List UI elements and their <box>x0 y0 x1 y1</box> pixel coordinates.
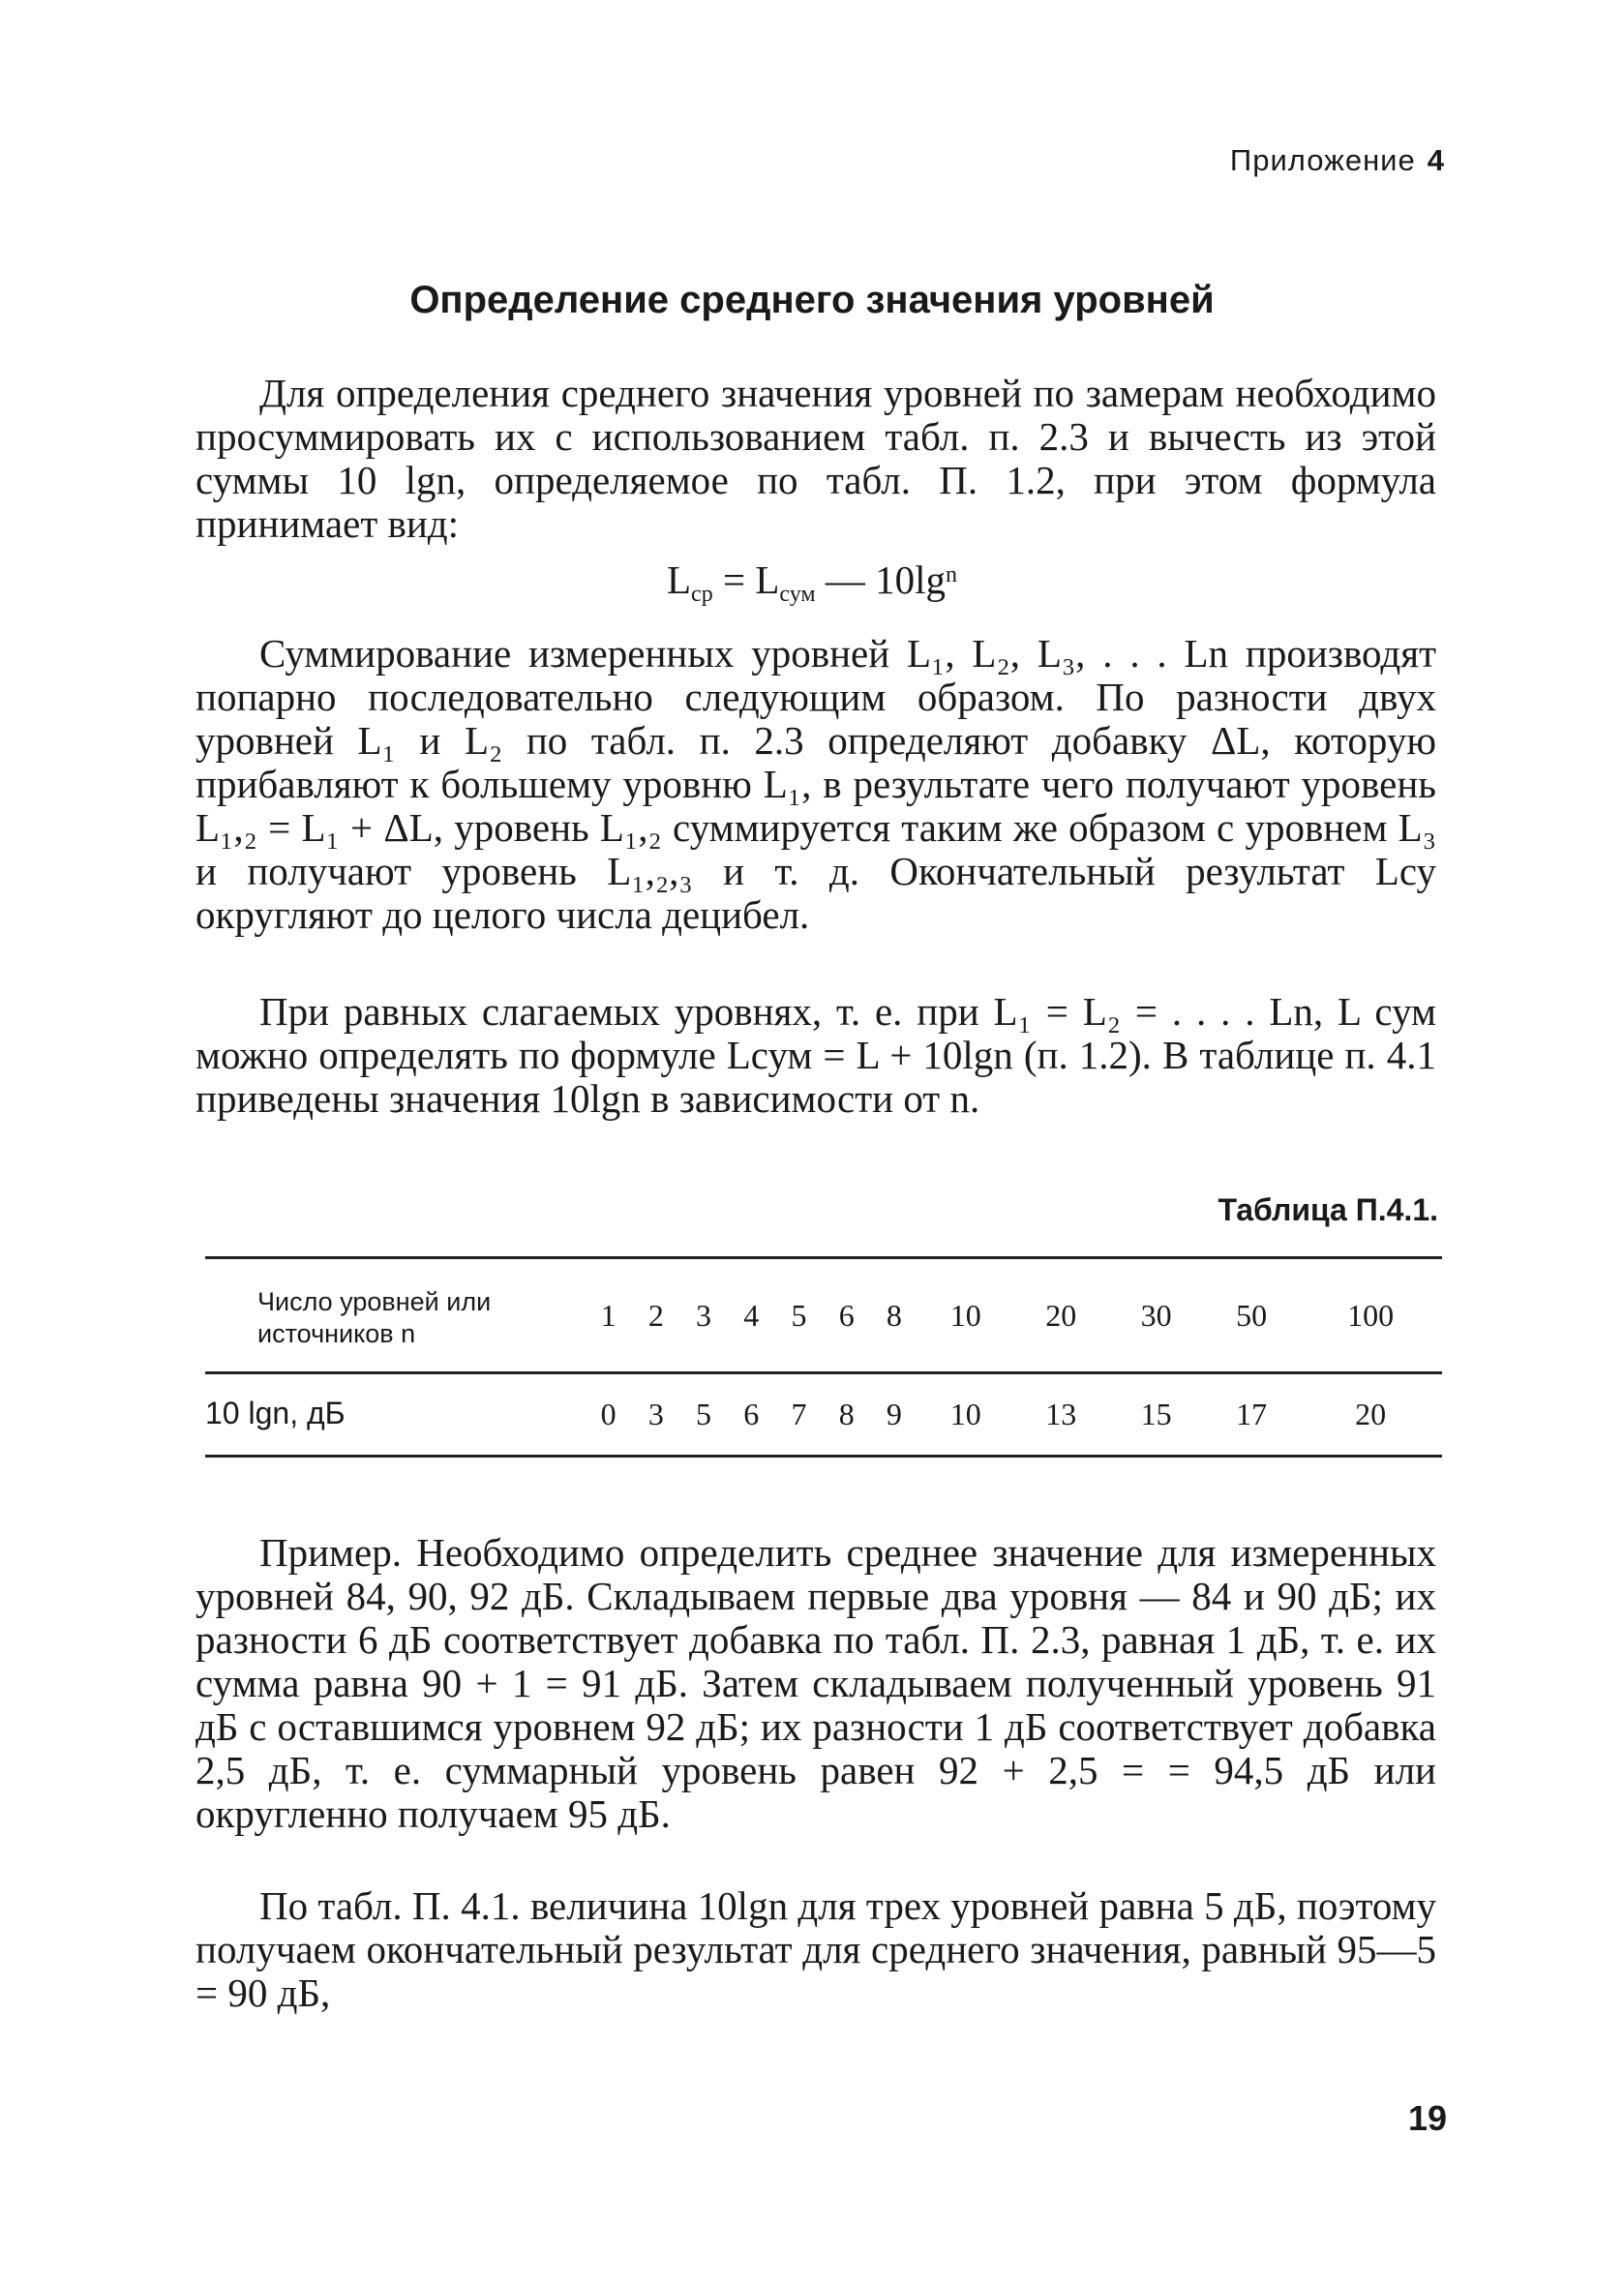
n-value-cell: 5 <box>791 1297 807 1333</box>
table-container <box>205 1256 1442 1458</box>
table-row-label: 10 lgn, дБ <box>205 1396 346 1430</box>
db-value-cell: 17 <box>1236 1397 1268 1431</box>
n-value-cell: 50 <box>1236 1297 1268 1333</box>
n-value-cell: 100 <box>1347 1297 1395 1333</box>
example-paragraph: Пример. Необходимо определить среднее значение для измеренных уровней 84, 90, 92 дБ. Складываем первые два уровня — 84 и 90 дБ; их разности 6 дБ соответствует добавка по табл. П. 2.3, равная 1 дБ, т. е. их сумма равна 90 + 1 = 91 дБ. Затем складываем полученный уровень 91 дБ с оставшимся уровнем 92 дБ; их разности 1 дБ соответствует добавка 2,5 дБ, т. е. суммарный уровень равен 92 + 2,5 = = 94,5 дБ или округленно получаем 95 дБ. <box>195 1530 1436 1836</box>
summation-block <box>195 632 1436 937</box>
n-value-cell: 3 <box>696 1297 712 1333</box>
appendix-number: 4 <box>1427 143 1445 177</box>
n-value-cell: 20 <box>1045 1297 1077 1333</box>
section-title: Определение среднего значения уровней <box>409 279 1215 321</box>
n-value-cell: 30 <box>1140 1297 1172 1333</box>
equal-levels-block <box>195 990 1436 1121</box>
formula-lhs-sub: ср <box>691 582 713 607</box>
table-header-label: Число уровней или источников n <box>257 1287 492 1348</box>
db-value-cell: 5 <box>696 1397 712 1431</box>
n-value-cell: 8 <box>886 1297 902 1333</box>
formula-rhs-sub: сум <box>779 582 816 607</box>
appendix-header <box>1230 143 1445 178</box>
n-value-cell: 1 <box>600 1297 617 1333</box>
table-data-row <box>205 1373 1442 1457</box>
formula-eq: = L <box>712 557 780 602</box>
summation-paragraph: Суммирование измеренных уровней L₁, L₂, L₃, . . . Ln производят попарно последовательно следующим образом. По разности двух уровней L₁ и L₂ по табл. п. 2.3 определяют добавку ΔL, которую прибавляют к большему уровню L₁, в результате чего получают уровень L₁,₂ = L₁ + ΔL, уровень L₁,₂ суммируется таким же образом с уровнем L₃ и получают уровень L₁,₂,₃ и т. д. Окончательный результат Lсу округляют до целого числа децибел. <box>195 631 1436 937</box>
table-caption: Таблица П.4.1. <box>1218 1192 1438 1227</box>
n-value-cell: 2 <box>647 1297 664 1333</box>
n-value-cell: 6 <box>838 1297 855 1333</box>
db-value-cell: 13 <box>1045 1397 1077 1431</box>
formula-tail: — 10lg <box>815 557 946 602</box>
page-number: 19 <box>1407 2098 1447 2138</box>
db-value-cell: 0 <box>600 1397 617 1431</box>
db-value-cell: 9 <box>886 1397 902 1431</box>
db-value-cell: 10 <box>949 1397 981 1431</box>
db-value-cell: 15 <box>1140 1397 1172 1431</box>
conclusion-paragraph: По табл. П. 4.1. величина 10lgn для трех уровней равна 5 дБ, поэтому получаем окончательный результат для среднего значения, равный 95—5 = 90 дБ, <box>195 1883 1436 2015</box>
intro-block <box>195 372 1436 546</box>
equal-levels-paragraph: При равных слагаемых уровнях, т. е. при L₁ = L₂ = . . . . Ln, L сум можно определять по формуле Lсум = L + 10lgn (п. 1.2). В таблице п. 4.1 приведены значения 10lgn в зависимости от n. <box>195 989 1436 1121</box>
formula-lhs: L <box>667 557 692 602</box>
formula-tail-sup: n <box>946 562 957 587</box>
db-value-cell: 3 <box>647 1397 664 1431</box>
db-value-cell: 7 <box>791 1397 807 1431</box>
n-value-cell: 4 <box>743 1297 760 1333</box>
table-header-row <box>205 1258 1442 1373</box>
average-formula <box>0 556 1624 607</box>
appendix-label: Приложение <box>1229 143 1416 177</box>
db-value-cell: 8 <box>838 1397 855 1431</box>
n-value-cell: 10 <box>949 1297 981 1333</box>
levels-table <box>205 1256 1442 1458</box>
conclusion-block <box>195 1884 1436 2015</box>
db-value-cell: 6 <box>743 1397 760 1431</box>
db-value-cell: 20 <box>1355 1397 1387 1431</box>
intro-paragraph: Для определения среднего значения уровней по замерам необходимо просуммировать их с использованием табл. п. 2.3 и вычесть из этой суммы 10 lgn, определяемое по табл. П. 1.2, при этом формула принимает вид: <box>195 371 1436 546</box>
example-block <box>195 1531 1436 1836</box>
